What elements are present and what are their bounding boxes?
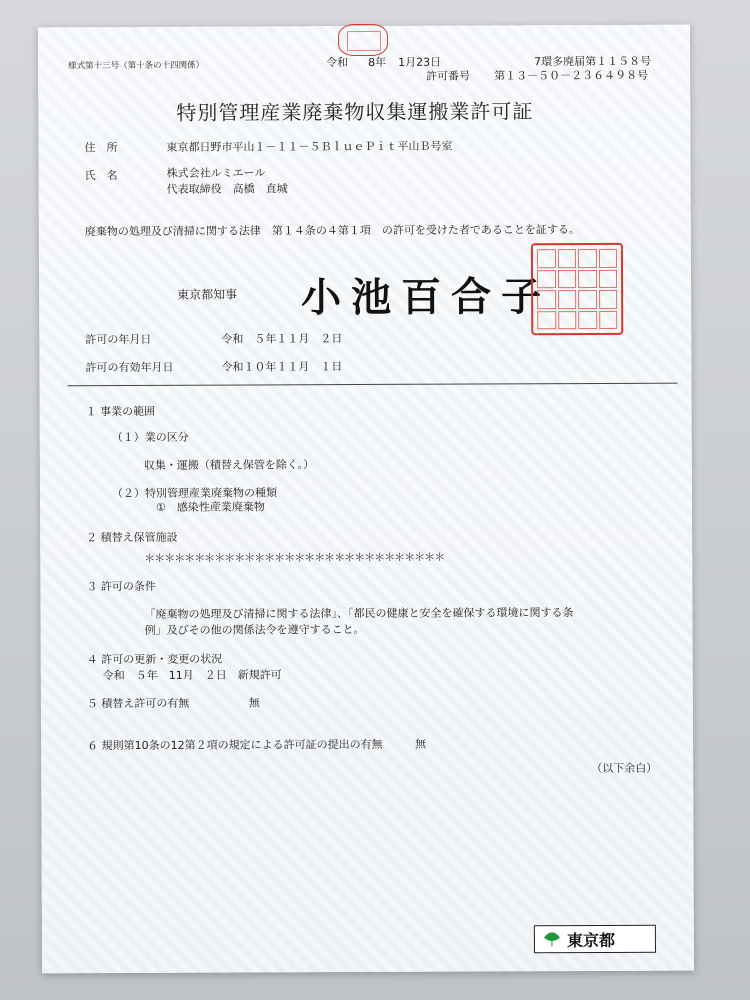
official-seal-stamp	[531, 243, 623, 335]
logo-text: 東京都	[566, 930, 615, 950]
address-label: 住 所	[84, 141, 118, 155]
section-1-2-value: ① 感染性産業廃棄物	[156, 500, 265, 514]
permit-number: 第１３－５０－２３６４９８号	[494, 68, 649, 83]
divider-line	[68, 383, 678, 387]
ginkgo-leaf-icon	[543, 930, 561, 948]
governor-title: 東京都知事	[177, 287, 238, 302]
section-5-heading: ５ 積替え許可の有無	[86, 696, 190, 711]
date-monthday: 1月23日	[398, 55, 442, 69]
remaining-blank-note: （以下余白）	[591, 761, 658, 776]
permit-date: 令和 ５年１１月 ２日	[221, 332, 343, 346]
section-3-value-line1: 「廃棄物の処理及び清掃に関する法律」、「都民の健康と安全を確保する環境に関する条	[144, 606, 574, 621]
section-6-value: 無	[415, 737, 427, 751]
valid-date-label: 許可の有効年月日	[85, 360, 174, 375]
small-seal-stamp	[338, 24, 388, 56]
tokyo-metropolitan-logo	[534, 925, 656, 954]
section-1-1-heading: （１）業の区分	[111, 430, 189, 445]
certification-statement: 廃棄物の処理及び清掃に関する法律 第１４条の４第１項 の許可を受けた者であることを証する。	[84, 223, 580, 239]
name-label: 氏 名	[84, 169, 118, 183]
representative-name: 代表取締役 高橋 直城	[166, 182, 288, 196]
section-4-heading: ４ 許可の更新・変更の状況	[86, 652, 223, 667]
permit-certificate	[38, 25, 694, 974]
section-1-2-heading: （２）特別管理産業廃棄物の種類	[111, 486, 278, 501]
permit-number-label: 許可番号	[426, 69, 471, 83]
reference-number: 7環多廃届第１１５８号	[534, 54, 652, 69]
section-1-heading: １ 事業の範囲	[85, 404, 156, 419]
section-2-value: ＊＊＊＊＊＊＊＊＊＊＊＊＊＊＊＊＊＊＊＊＊＊＊＊＊＊＊＊＊＊	[144, 550, 445, 565]
permit-date-label: 許可の年月日	[85, 332, 152, 347]
section-3-value-line2: 例」及びその他の関係法令を遵守すること。	[144, 623, 365, 637]
date-era: 令和	[326, 56, 349, 70]
company-name: 株式会社ルミエール	[166, 166, 266, 180]
form-id: 様式第十三号（第十条の十四関係）	[68, 60, 205, 72]
valid-date: 令和１０年１１月 １日	[221, 360, 343, 374]
section-2-heading: ２ 積替え保管施設	[86, 530, 178, 545]
section-6-heading: ６ 規則第10条の12第２項の規定による許可証の提出の有無	[87, 737, 383, 753]
section-4-value: 令和 ５年 11月 ２日 新規許可	[102, 668, 282, 683]
governor-signature: 小池百合子	[301, 273, 552, 322]
section-5-value: 無	[248, 696, 260, 710]
document-title: 特別管理産業廃棄物収集運搬業許可証	[176, 99, 534, 125]
date-year: 8年	[368, 55, 387, 69]
address-value: 東京都日野市平山１－１１－５ＢｌｕｅＰｉｔ平山Ｂ号室	[166, 139, 453, 154]
section-3-heading: ３ 許可の条件	[86, 579, 156, 594]
section-1-1-value: 収集・運搬（積替え保管を除く。）	[143, 458, 315, 472]
